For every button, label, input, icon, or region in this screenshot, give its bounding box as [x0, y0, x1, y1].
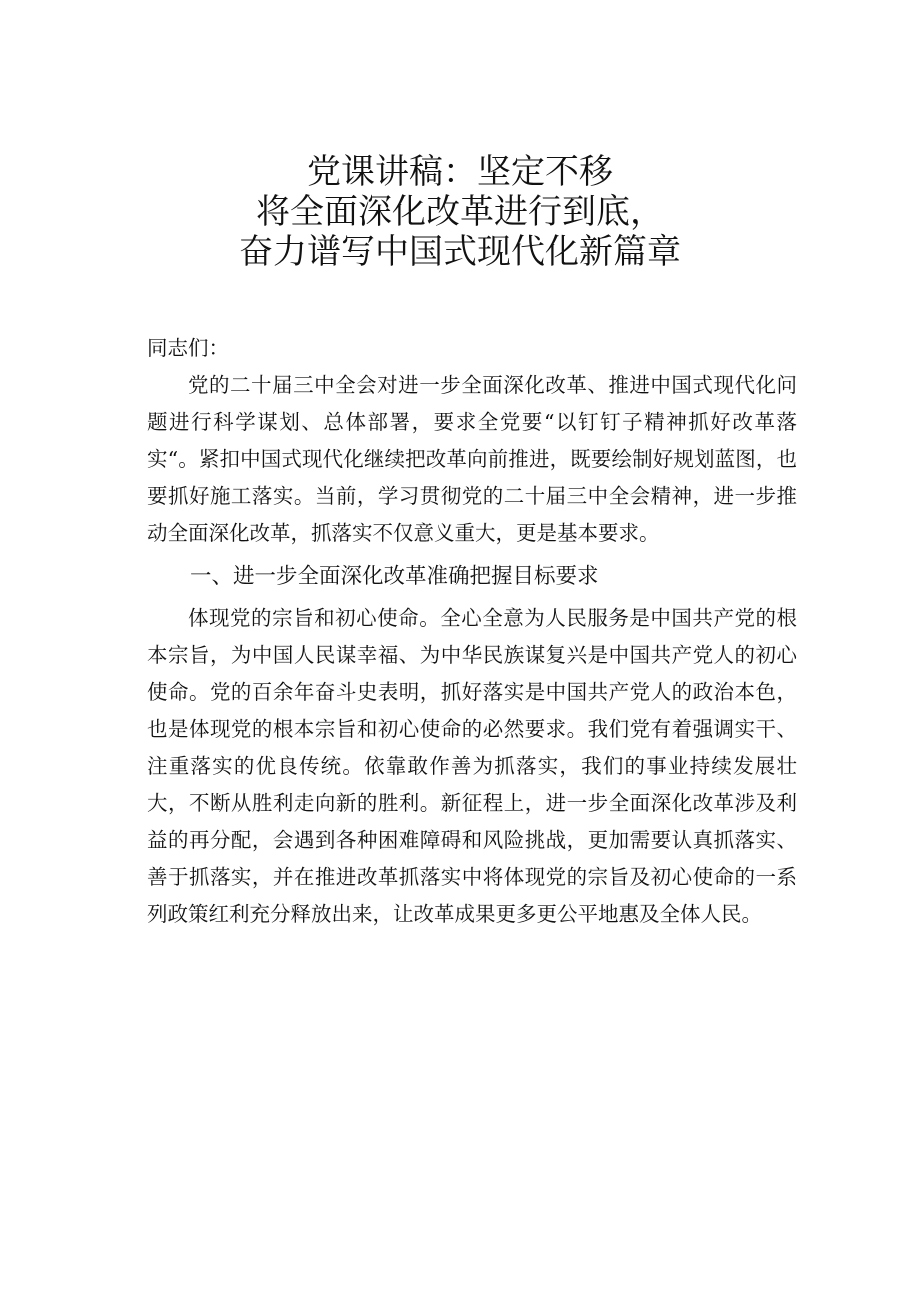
document-title	[0, 152, 920, 272]
document-body	[147, 330, 797, 933]
salutation: 同志们：	[147, 336, 229, 360]
title-line-1: 党课讲稿：坚定不移	[307, 152, 613, 192]
title-line-2: 将全面深化改革进行到底，	[256, 192, 664, 232]
paragraph-intro: 党的二十届三中全会对进一步全面深化改革、推进中国式现代化问题进行科学谋划、总体部署，要求全党要“以钉钉子精神抓好改革落实“。紧扣中国式现代化继续把改革向前推进，既要绘制好规划蓝图，也要抓好施工落实。当前，学习贯彻党的二十届三中全会精神，进一步推动全面深化改革，抓落实不仅意义重大，更是基本要求。	[147, 373, 797, 545]
paragraph-section-1: 体现党的宗旨和初心使命。全心全意为人民服务是中国共产党的根本宗旨，为中国人民谋幸福、为中华民族谋复兴是中国共产党人的初心使命。党的百余年奋斗史表明，抓好落实是中国共产党人的政治本色，也是体现党的根本宗旨和初心使命的必然要求。我们党有着强调实干、注重落实的优良传统。依靠敢作善为抓落实，我们的事业持续发展壮大，不断从胜利走向新的胜利。新征程上，进一步全面深化改革涉及利益的再分配，会遇到各种困难障碍和风险挑战，更加需要认真抓落实、善于抓落实，并在推进改革抓落实中将体现党的宗旨及初心使命的一系列政策红利充分释放出来，让改革成果更多更公平地惠及全体人民。	[147, 606, 797, 926]
section-heading-1: 一、进一步全面深化改革准确把握目标要求	[190, 564, 599, 589]
title-line-3: 奋力谱写中国式现代化新篇章	[239, 232, 681, 272]
